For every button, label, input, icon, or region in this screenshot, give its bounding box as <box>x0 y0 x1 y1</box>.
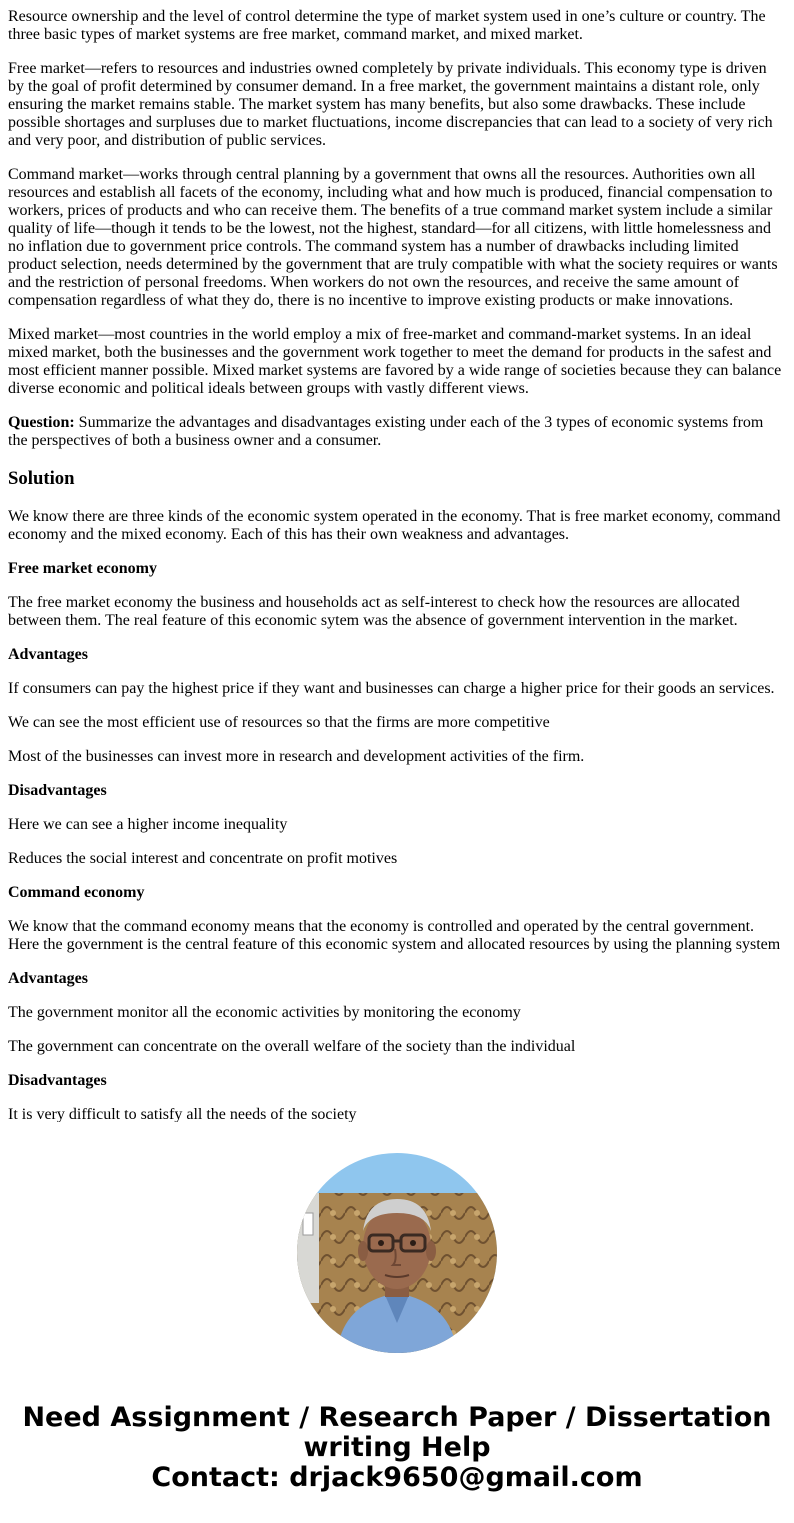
command-advantage-item: The government monitor all the economic activities by monitoring the economy <box>8 1004 521 1021</box>
free-market-heading: Free market economy <box>8 560 157 577</box>
author-avatar <box>297 1153 497 1353</box>
command-disadvantage-item: It is very difficult to satisfy all the needs of the society <box>8 1106 357 1122</box>
command-economy-text: We know that the command economy means that the economy is controlled and operated by the central government. Here the government is the central feature of this economic system and allocated resources by using the planning system <box>8 918 781 953</box>
command-advantages-heading: Advantages <box>8 970 89 987</box>
free-disadvantage-item: Here we can see a higher income inequality <box>8 816 288 833</box>
free-market-paragraph: Free market—refers to resources and industries owned completely by private individuals. This economy type is driven by the goal of profit determined by consumer demand. In a free market, the government maintains a distant role, only ensuring the market remains stable. The market system has many benefits, but also some drawbacks. These include possible shortages and surpluses due to market fluctuations, income discrepancies that can lead to a society of very rich and very poor, and distribution of public services. <box>8 60 773 149</box>
question-label: Question: <box>8 414 75 431</box>
intro-paragraph: Resource ownership and the level of control determine the type of market system used in one’s culture or country. The three basic types of market systems are free market, command market, and mixed market. <box>8 8 766 43</box>
free-advantage-item: We can see the most efficient use of resources so that the firms are more competitive <box>8 714 550 731</box>
question-paragraph <box>8 414 786 450</box>
author-portrait-image <box>297 1153 497 1353</box>
free-advantage-item: Most of the businesses can invest more in research and development activities of the firm. <box>8 748 585 765</box>
free-disadvantages-heading: Disadvantages <box>8 782 107 799</box>
free-disadvantage-item: Reduces the social interest and concentrate on profit motives <box>8 850 398 867</box>
promo-line-1: Need Assignment / Research Paper / Dissertation <box>22 1402 772 1433</box>
article-content <box>8 0 786 1122</box>
command-disadvantages-heading: Disadvantages <box>8 1072 107 1089</box>
question-text: Summarize the advantages and disadvantages existing under each of the 3 types of economic systems from the perspectives of both a business owner and a consumer. <box>8 414 764 449</box>
free-advantages-heading: Advantages <box>8 646 89 663</box>
free-advantage-item: If consumers can pay the highest price if they want and businesses can charge a higher price for their goods an services. <box>8 680 775 697</box>
promo-contact: Contact: drjack9650@gmail.com <box>151 1462 643 1493</box>
free-market-text: The free market economy the business and households act as self-interest to check how the resources are allocated between them. The real feature of this economic sytem was the absence of government intervention in the market. <box>8 594 740 629</box>
command-advantage-item: The government can concentrate on the overall welfare of the society than the individual <box>8 1038 576 1055</box>
command-market-paragraph: Command market—works through central planning by a government that owns all the resources. Authorities own all resources and establish all facets of the economy, including what and how much is produced, financial compensation to workers, prices of products and who can receive them. The benefits of a true command market system include a similar quality of life—though it tends to be the lowest, not the highest, standard—for all citizens, with little homelessness and no inflation due to government price controls. The command system has a number of drawbacks including limited product selection, needs determined by the government that are truly compatible with what the society requires or wants and the restriction of personal freedoms. When workers do not own the resources, and receive the same amount of compensation regardless of what they do, there is no incentive to improve existing products or make innovations. <box>8 166 778 309</box>
promo-line-2: writing Help <box>303 1432 491 1463</box>
mixed-market-paragraph: Mixed market—most countries in the world employ a mix of free-market and command-market systems. In an ideal mixed market, both the businesses and the government work together to meet the demand for products in the safest and most efficient manner possible. Mixed market systems are favored by a wide range of societies because they can balance diverse economic and political ideals between groups with vastly different views. <box>8 326 782 397</box>
solution-intro: We know there are three kinds of the economic system operated in the economy. That is free market economy, command economy and the mixed economy. Each of this has their own weakness and advantages. <box>8 508 781 543</box>
solution-heading: Solution <box>8 468 75 489</box>
command-economy-heading: Command economy <box>8 884 145 901</box>
promo-banner <box>0 1403 794 1493</box>
